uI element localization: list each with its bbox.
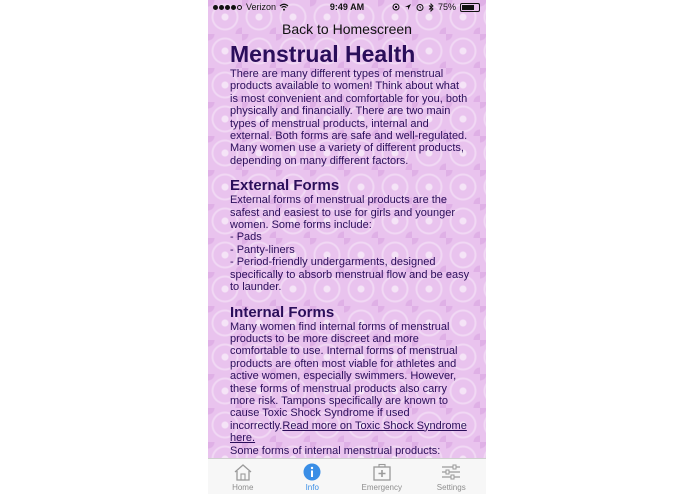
internal-forms-paragraph [230,321,470,445]
tab-label: Home [232,483,254,492]
page-title: Menstrual Health [230,41,416,67]
tab-label: Emergency [361,483,402,492]
battery-icon [460,3,480,12]
back-to-homescreen-button[interactable]: Back to Homescreen [282,21,412,37]
internal-list-intro: Some forms of internal menstrual products: [230,444,441,457]
phone-screen [208,0,486,494]
tab-bar [208,458,486,494]
alarm-icon [416,3,424,11]
tab-label: Settings [436,483,466,492]
first-aid-icon [372,463,392,481]
internal-forms-heading: Internal Forms [230,303,335,321]
status-right [392,2,480,12]
internal-forms-body: Many women find internal forms of menstrual products to be more discreet and more comfortable to use. Internal forms of menstrual products are often most viable for athletes and active women, especially swimmers. However, these forms of menstrual products also carry more risk. Tampons specifically are known to cause Toxic Shock Syndrome if used incorrectly. [230,320,458,432]
rotation-lock-icon [392,3,400,11]
sliders-icon [441,463,461,481]
tab-settings[interactable] [417,459,487,494]
article-content [230,40,470,482]
list-item: - Panty-liners [230,243,295,256]
tab-label: Info [305,483,319,492]
battery-percent: 75% [437,2,456,12]
status-bar [208,0,486,16]
bluetooth-icon [428,3,434,12]
location-arrow-icon [404,3,412,11]
carrier-name: Verizon [246,2,277,12]
battery-level-fill [462,5,474,10]
tab-home[interactable] [208,459,278,494]
home-icon [233,463,253,481]
intro-paragraph: There are many different types of menstrual products available to women! Think about what is most convenient and comfortable for you, both physically and financially. There are two main types of menstrual products, internal and external. Both forms are safe and well-regulated. Many women use a variety of different products, depending on many different factors. [230,68,468,167]
external-forms-paragraph: External forms of menstrual products are the safest and easiest to use for girls and younger women. Some forms include: [230,194,456,232]
tab-info[interactable] [278,459,348,494]
toxic-shock-syndrome-link[interactable]: Read more on Toxic Shock Syndrome here. [230,419,467,445]
info-icon [302,463,322,481]
tab-emergency[interactable] [347,459,417,494]
status-time: 9:49 AM [329,2,365,12]
list-item: - Pads [230,231,262,244]
external-forms-heading: External Forms [230,177,340,195]
list-item: - Period-friendly undergarments, designed specifically to absorb menstrual flow and be easy to launder. [230,256,470,294]
